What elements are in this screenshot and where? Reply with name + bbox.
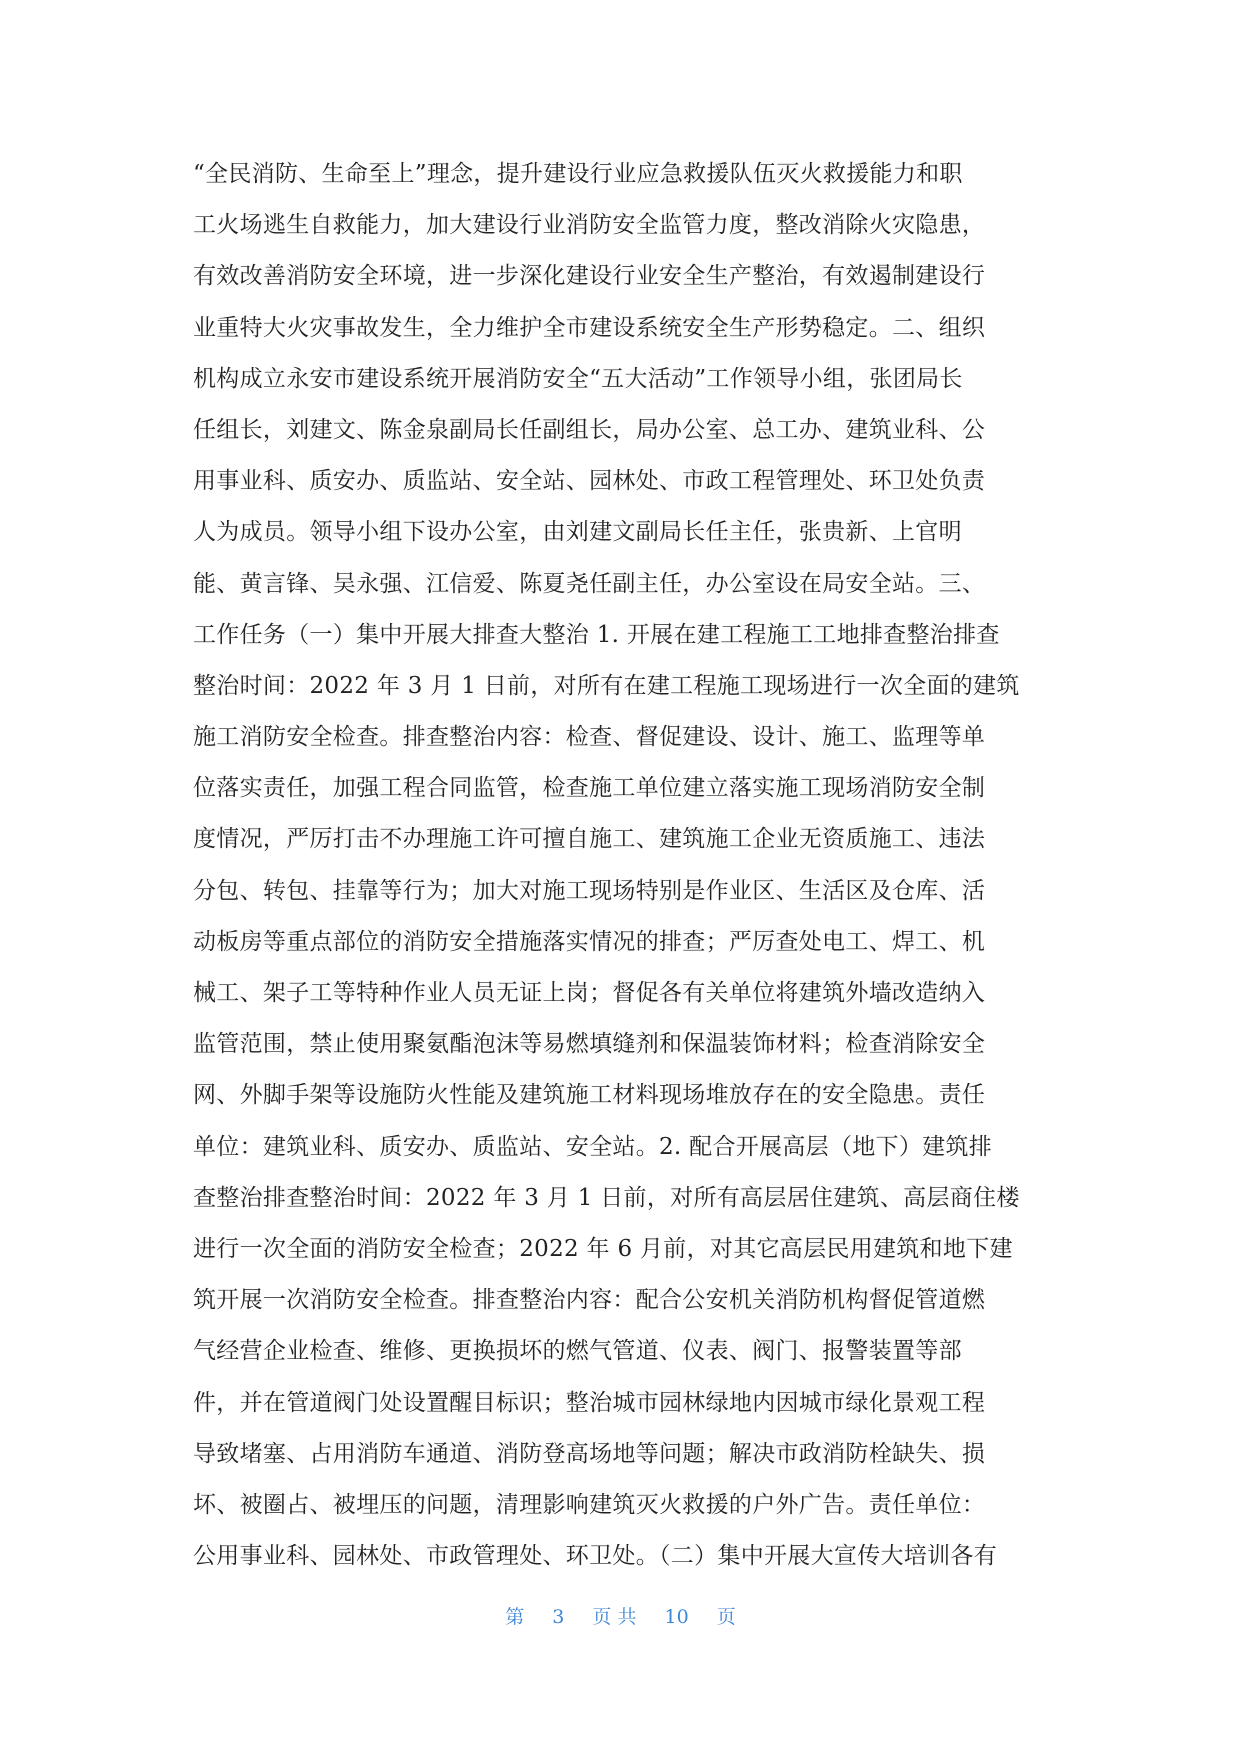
body-line: 业重特大火灾事故发生，全力维护全市建设系统安全生产形势稳定。二、组织 <box>193 314 986 341</box>
body-line: 人为成员。领导小组下设办公室，由刘建文副局长任主任，张贵新、上官明 <box>193 519 962 546</box>
body-line: 查整治排查整治时间：2022 年 3 月 1 日前，对所有高层居住建筑、高层商住楼 <box>193 1184 1020 1211</box>
body-text <box>193 149 1053 1582</box>
body-line: 监管范围，禁止使用聚氨酯泡沫等易燃填缝剂和保温装饰材料；检查消除安全 <box>193 1031 986 1058</box>
body-line: 整治时间：2022 年 3 月 1 日前，对所有在建工程施工现场进行一次全面的建筑 <box>193 672 1020 699</box>
body-line: 单位：建筑业科、质安办、质监站、安全站。2. 配合开展高层（地下）建筑排 <box>193 1133 993 1160</box>
body-line: 施工消防安全检查。排查整治内容：检查、督促建设、设计、施工、监理等单 <box>193 724 986 751</box>
body-line: 工作任务（一）集中开展大排查大整治 1. 开展在建工程施工工地排查整治排查 <box>193 621 1000 648</box>
body-line: 工火场逃生自救能力，加大建设行业消防安全监管力度，整改消除火灾隐患， <box>193 212 986 239</box>
body-line: 气经营企业检查、维修、更换损坏的燃气管道、仪表、阀门、报警装置等部 <box>193 1338 962 1365</box>
body-line: “全民消防、生命至上”理念，提升建设行业应急救援队伍灭火救援能力和职 <box>193 161 963 187</box>
footer-label-ye: 页 <box>716 1606 736 1628</box>
footer-label-ye-gong: 页 共 <box>592 1606 637 1628</box>
page-footer <box>0 1602 1241 1629</box>
body-line: 公用事业科、园林处、市政管理处、环卫处。（二）集中开展大宣传大培训各有 <box>193 1543 997 1570</box>
body-line: 度情况，严厉打击不办理施工许可擅自施工、建筑施工企业无资质施工、违法 <box>193 826 986 853</box>
body-line: 械工、架子工等特种作业人员无证上岗；督促各有关单位将建筑外墙改造纳入 <box>193 980 986 1006</box>
body-line: 筑开展一次消防安全检查。排查整治内容：配合公安机关消防机构督促管道燃 <box>193 1287 986 1314</box>
body-line: 网、外脚手架等设施防火性能及建筑施工材料现场堆放存在的安全隐患。责任 <box>193 1082 986 1109</box>
body-line: 有效改善消防安全环境，进一步深化建设行业安全生产整治，有效遏制建设行 <box>193 263 986 290</box>
body-line: 件，并在管道阀门处设置醒目标识；整治城市园林绿地内因城市绿化景观工程 <box>193 1389 986 1416</box>
body-line: 能、黄言锋、吴永强、江信爱、陈夏尧任副主任，办公室设在局安全站。三、 <box>193 570 986 597</box>
body-line: 动板房等重点部位的消防安全措施落实情况的排查；严厉查处电工、焊工、机 <box>193 928 986 955</box>
body-line: 机构成立永安市建设系统开展消防安全“五大活动”工作领导小组，张团局长 <box>193 365 963 392</box>
body-line: 导致堵塞、占用消防车通道、消防登高场地等问题；解决市政消防栓缺失、损 <box>193 1440 986 1467</box>
body-line: 用事业科、质安办、质监站、安全站、园林处、市政工程管理处、环卫处负责 <box>193 468 986 495</box>
body-line: 任组长，刘建文、陈金泉副局长任副组长，局办公室、总工办、建筑业科、公 <box>193 416 986 443</box>
footer-current-page: 3 <box>552 1606 565 1628</box>
body-line: 坏、被圈占、被埋压的问题，清理影响建筑灭火救援的户外广告。责任单位： <box>193 1491 986 1518</box>
body-line: 分包、转包、挂靠等行为；加大对施工现场特别是作业区、生活区及仓库、活 <box>193 877 986 904</box>
footer-total-pages: 10 <box>664 1606 689 1628</box>
body-line: 位落实责任，加强工程合同监管，检查施工单位建立落实施工现场消防安全制 <box>193 775 986 802</box>
body-line: 进行一次全面的消防安全检查；2022 年 6 月前，对其它高层民用建筑和地下建 <box>193 1235 1013 1262</box>
footer-label-di: 第 <box>505 1606 525 1628</box>
